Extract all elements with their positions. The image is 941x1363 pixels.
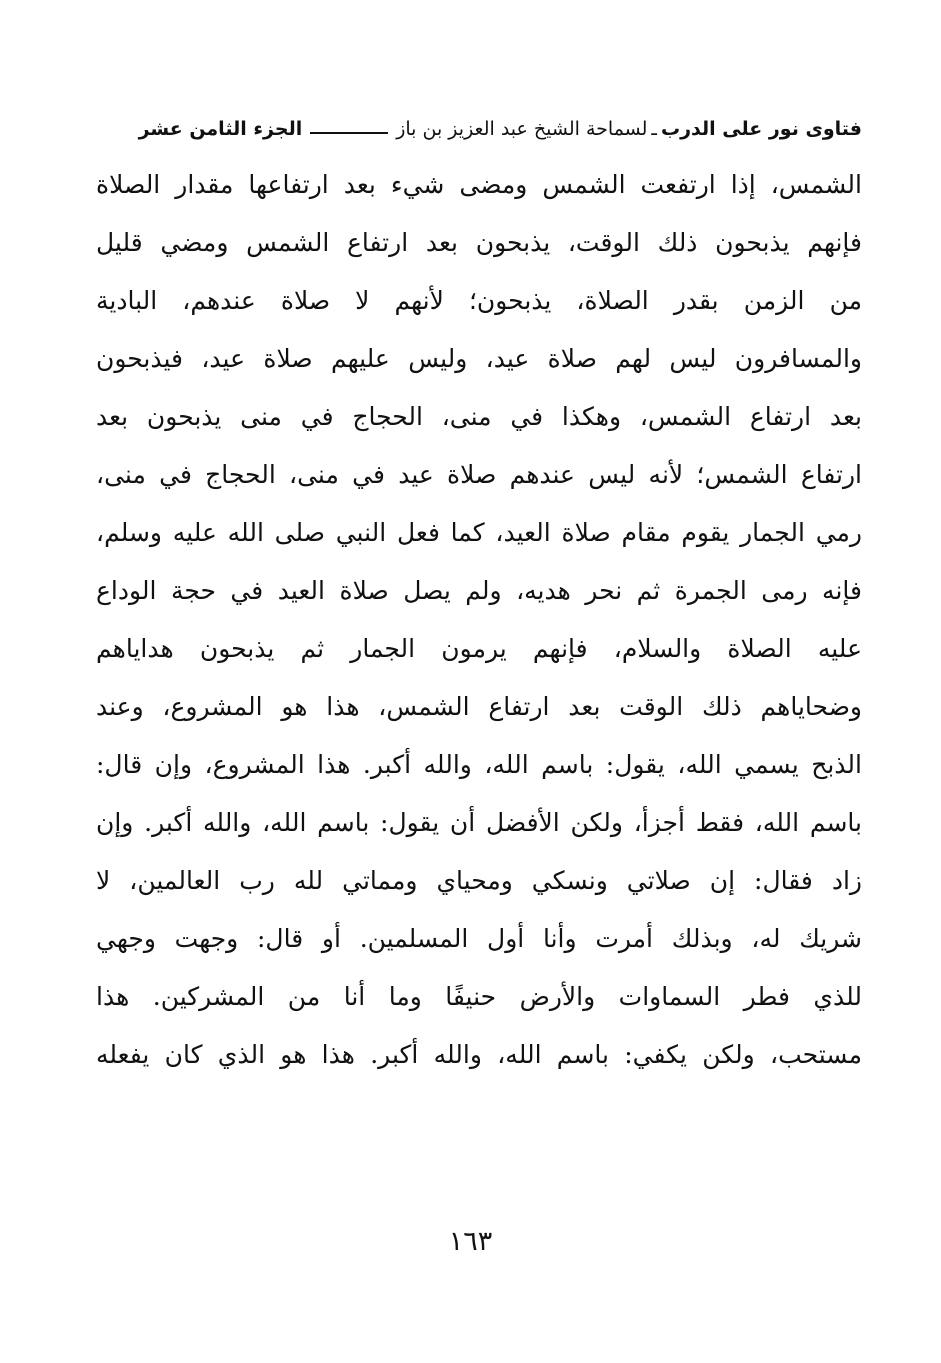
text-line: الشمس، إذا ارتفعت الشمس ومضى شيء بعد ارتفاعها مقدار الصلاة: [96, 170, 862, 199]
text-line: بعد ارتفاع الشمس، وهكذا في منى، الحجاج في منى يذبحون بعد: [96, 402, 862, 431]
text-line: شريك له، وبذلك أمرت وأنا أول المسلمين. أو قال: وجهت وجهي: [96, 924, 862, 953]
series-title: فتاوى نور على الدرب: [661, 118, 862, 140]
text-line: فإنهم يذبحون ذلك الوقت، يذبحون بعد ارتفاع الشمس ومضي قليل: [96, 228, 862, 257]
text-line: وضحاياهم ذلك الوقت بعد ارتفاع الشمس، هذا هو المشروع، وعند: [96, 692, 862, 721]
text-line: للذي فطر السماوات والأرض حنيفًا وما أنا من المشركين. هذا: [96, 982, 862, 1011]
text-line: رمي الجمار يقوم مقام صلاة العيد، كما فعل النبي صلى الله عليه وسلم،: [96, 518, 862, 547]
text-line: ارتفاع الشمس؛ لأنه ليس عندهم صلاة عيد في منى، الحجاج في منى،: [96, 460, 862, 489]
header-dash: ـ: [651, 118, 657, 140]
author-credit: لسماحة الشيخ عبد العزيز بن باز: [396, 118, 648, 140]
header-rule: [310, 132, 388, 134]
text-line: عليه الصلاة والسلام، فإنهم يرمون الجمار ثم يذبحون هداياهم: [96, 634, 862, 663]
volume-title: الجزء الثامن عشر: [138, 118, 303, 140]
text-line: زاد فقال: إن صلاتي ونسكي ومحياي ومماتي لله رب العالمين، لا: [96, 866, 862, 895]
text-line: فإنه رمى الجمرة ثم نحر هديه، ولم يصل صلاة العيد في حجة الوداع: [96, 576, 862, 605]
text-line: الذبح يسمي الله، يقول: باسم الله، والله أكبر. هذا المشروع، وإن قال:: [96, 750, 862, 779]
text-line: من الزمن بقدر الصلاة، يذبحون؛ لأنهم لا صلاة عندهم، البادية: [96, 286, 862, 315]
text-line: والمسافرون ليس لهم صلاة عيد، وليس عليهم صلاة عيد، فيذبحون: [96, 344, 862, 373]
text-line: باسم الله، فقط أجزأ، ولكن الأفضل أن يقول: باسم الله، والله أكبر. وإن: [96, 808, 862, 837]
text-line: مستحب، ولكن يكفي: باسم الله، والله أكبر. هذا هو الذي كان يفعله: [96, 1040, 862, 1069]
running-header: [92, 112, 862, 146]
body-text: [96, 156, 862, 1084]
page-number: ١٦٣: [448, 1226, 493, 1257]
